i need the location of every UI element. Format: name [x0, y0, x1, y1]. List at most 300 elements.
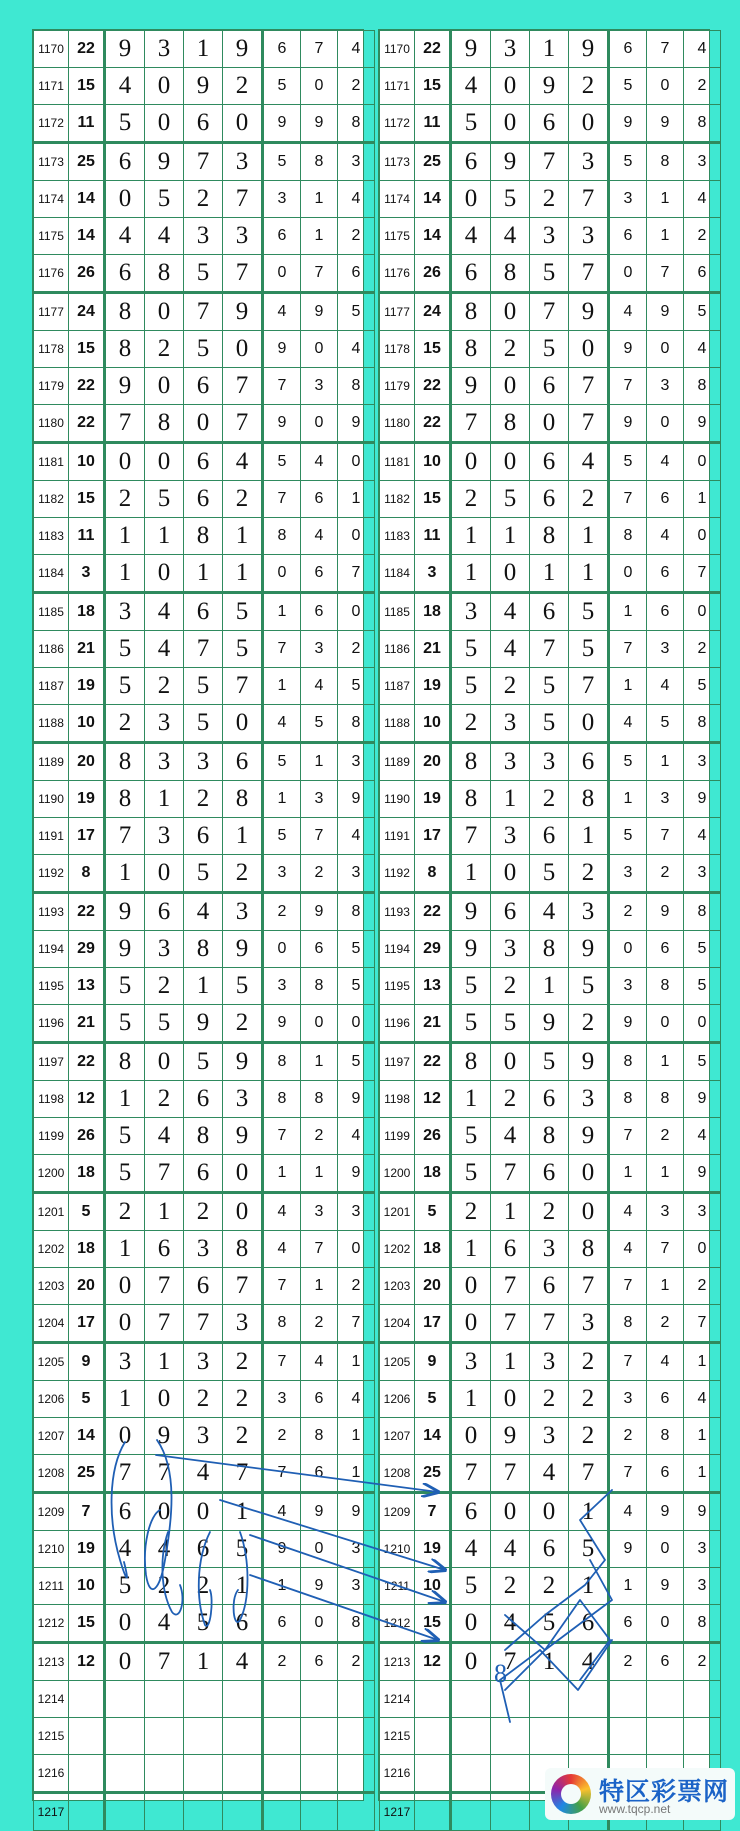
sum-cell: 14	[69, 218, 105, 255]
extra-digit-cell: 1	[684, 1455, 721, 1493]
sum-cell: 18	[415, 1155, 451, 1193]
extra-digit-cell: 4	[338, 331, 375, 368]
extra-digit-cell: 4	[684, 818, 721, 855]
main-digit-cell: 0	[223, 105, 263, 143]
sum-cell: 25	[415, 1455, 451, 1493]
period-cell: 1193	[34, 893, 69, 931]
extra-digit-cell	[338, 1681, 375, 1718]
extra-digit-cell: 8	[647, 143, 684, 181]
main-digit-cell: 5	[451, 105, 491, 143]
main-digit-cell: 6	[184, 368, 223, 405]
main-digit-cell: 8	[184, 1118, 223, 1155]
table-row	[380, 1043, 721, 1081]
extra-digit-cell: 4	[684, 331, 721, 368]
extra-digit-cell: 8	[338, 368, 375, 405]
sum-cell: 10	[69, 705, 105, 743]
sum-cell: 20	[69, 1268, 105, 1305]
sum-cell: 5	[69, 1381, 105, 1418]
sum-cell: 17	[415, 818, 451, 855]
main-digit-cell: 6	[569, 1605, 609, 1643]
main-digit-cell: 5	[569, 1531, 609, 1568]
table-row	[34, 181, 375, 218]
extra-digit-cell: 1	[301, 1268, 338, 1305]
extra-digit-cell: 4	[301, 1343, 338, 1381]
extra-digit-cell: 2	[609, 1643, 647, 1681]
extra-digit-cell: 6	[647, 1455, 684, 1493]
main-digit-cell: 3	[223, 1081, 263, 1118]
main-digit-cell	[569, 1681, 609, 1718]
extra-digit-cell	[609, 1718, 647, 1755]
table-row	[34, 255, 375, 293]
extra-digit-cell: 5	[263, 443, 301, 481]
period-cell: 1197	[34, 1043, 69, 1081]
main-digit-cell: 5	[105, 1005, 145, 1043]
extra-digit-cell: 6	[301, 1381, 338, 1418]
main-digit-cell: 2	[145, 331, 184, 368]
main-digit-cell: 3	[569, 1081, 609, 1118]
extra-digit-cell: 3	[338, 1568, 375, 1605]
sum-cell: 22	[415, 1043, 451, 1081]
period-cell: 1182	[34, 481, 69, 518]
extra-digit-cell: 6	[301, 1455, 338, 1493]
main-digit-cell: 0	[105, 1268, 145, 1305]
table-row	[34, 1793, 375, 1831]
extra-digit-cell: 5	[684, 931, 721, 968]
period-cell: 1193	[380, 893, 415, 931]
extra-digit-cell: 4	[647, 518, 684, 555]
main-digit-cell: 2	[184, 1381, 223, 1418]
extra-digit-cell: 8	[609, 1081, 647, 1118]
main-digit-cell: 6	[530, 443, 569, 481]
period-cell: 1205	[34, 1343, 69, 1381]
period-cell: 1206	[34, 1381, 69, 1418]
main-digit-cell: 5	[530, 255, 569, 293]
extra-digit-cell: 8	[338, 105, 375, 143]
extra-digit-cell: 1	[263, 1568, 301, 1605]
table-row	[34, 1455, 375, 1493]
main-digit-cell: 2	[530, 1568, 569, 1605]
extra-digit-cell: 7	[301, 818, 338, 855]
extra-digit-cell: 3	[684, 743, 721, 781]
main-digit-cell: 8	[491, 255, 530, 293]
extra-digit-cell: 3	[647, 368, 684, 405]
period-cell: 1200	[380, 1155, 415, 1193]
main-digit-cell: 4	[105, 218, 145, 255]
table-row	[34, 1643, 375, 1681]
main-digit-cell: 6	[530, 818, 569, 855]
extra-digit-cell: 4	[609, 1193, 647, 1231]
extra-digit-cell	[263, 1755, 301, 1793]
right-trend-table	[379, 30, 721, 1831]
main-digit-cell: 9	[223, 31, 263, 68]
extra-digit-cell: 3	[338, 743, 375, 781]
extra-digit-cell: 7	[647, 818, 684, 855]
extra-digit-cell: 5	[263, 68, 301, 105]
main-digit-cell: 0	[145, 443, 184, 481]
table-row	[34, 1381, 375, 1418]
extra-digit-cell: 3	[609, 1381, 647, 1418]
main-digit-cell: 7	[184, 631, 223, 668]
main-digit-cell: 7	[491, 1455, 530, 1493]
sum-cell: 17	[69, 818, 105, 855]
extra-digit-cell: 4	[263, 1493, 301, 1531]
extra-digit-cell: 9	[301, 1568, 338, 1605]
sum-cell: 10	[415, 705, 451, 743]
sum-cell: 22	[415, 31, 451, 68]
main-digit-cell: 5	[145, 181, 184, 218]
main-digit-cell: 0	[451, 1605, 491, 1643]
main-digit-cell	[184, 1793, 223, 1831]
table-row	[34, 1718, 375, 1755]
main-digit-cell: 7	[145, 1155, 184, 1193]
main-digit-cell: 7	[530, 1305, 569, 1343]
extra-digit-cell: 5	[338, 1043, 375, 1081]
main-digit-cell	[184, 1718, 223, 1755]
sum-cell: 19	[415, 781, 451, 818]
main-digit-cell: 8	[451, 293, 491, 331]
main-digit-cell: 4	[145, 218, 184, 255]
main-digit-cell: 5	[451, 1568, 491, 1605]
table-row	[380, 1081, 721, 1118]
extra-digit-cell: 8	[647, 1081, 684, 1118]
table-row	[34, 1605, 375, 1643]
extra-digit-cell: 7	[609, 1343, 647, 1381]
extra-digit-cell: 9	[609, 405, 647, 443]
period-cell: 1178	[34, 331, 69, 368]
extra-digit-cell: 0	[338, 443, 375, 481]
main-digit-cell: 5	[451, 1118, 491, 1155]
main-digit-cell: 4	[569, 1643, 609, 1681]
table-row	[380, 368, 721, 405]
main-digit-cell: 4	[451, 68, 491, 105]
period-cell: 1199	[34, 1118, 69, 1155]
main-digit-cell: 2	[569, 481, 609, 518]
main-digit-cell	[105, 1718, 145, 1755]
table-row	[34, 1081, 375, 1118]
table-row	[34, 705, 375, 743]
main-digit-cell: 7	[569, 1455, 609, 1493]
main-digit-cell	[105, 1681, 145, 1718]
main-digit-cell: 4	[184, 893, 223, 931]
table-row	[34, 1305, 375, 1343]
main-digit-cell: 7	[530, 143, 569, 181]
main-digit-cell: 0	[184, 1493, 223, 1531]
main-digit-cell: 8	[569, 781, 609, 818]
extra-digit-cell: 8	[338, 893, 375, 931]
table-row	[34, 1531, 375, 1568]
extra-digit-cell: 2	[338, 1268, 375, 1305]
extra-digit-cell: 7	[263, 368, 301, 405]
main-digit-cell	[105, 1755, 145, 1793]
extra-digit-cell: 4	[338, 818, 375, 855]
main-digit-cell: 9	[451, 368, 491, 405]
sum-cell: 21	[69, 1005, 105, 1043]
extra-digit-cell: 1	[263, 1155, 301, 1193]
period-cell: 1171	[380, 68, 415, 105]
period-cell: 1180	[34, 405, 69, 443]
extra-digit-cell: 1	[647, 181, 684, 218]
extra-digit-cell: 0	[684, 518, 721, 555]
table-row	[34, 1343, 375, 1381]
main-digit-cell: 5	[451, 631, 491, 668]
main-digit-cell: 3	[223, 893, 263, 931]
main-digit-cell: 3	[530, 218, 569, 255]
extra-digit-cell: 0	[301, 331, 338, 368]
extra-digit-cell: 6	[647, 931, 684, 968]
main-digit-cell: 3	[451, 1343, 491, 1381]
extra-digit-cell: 3	[263, 1381, 301, 1418]
table-row	[380, 705, 721, 743]
extra-digit-cell: 7	[263, 631, 301, 668]
extra-digit-cell: 1	[263, 593, 301, 631]
main-digit-cell: 6	[145, 1231, 184, 1268]
sum-cell: 15	[415, 1605, 451, 1643]
period-cell: 1178	[380, 331, 415, 368]
main-digit-cell: 5	[105, 1568, 145, 1605]
main-digit-cell	[530, 1718, 569, 1755]
extra-digit-cell: 4	[647, 443, 684, 481]
main-digit-cell: 4	[145, 631, 184, 668]
extra-digit-cell: 8	[338, 1605, 375, 1643]
main-digit-cell: 4	[491, 1118, 530, 1155]
main-digit-cell: 2	[530, 1381, 569, 1418]
main-digit-cell: 1	[491, 1343, 530, 1381]
main-digit-cell	[184, 1681, 223, 1718]
sum-cell: 22	[415, 893, 451, 931]
extra-digit-cell: 9	[609, 331, 647, 368]
main-digit-cell: 7	[145, 1305, 184, 1343]
main-digit-cell: 9	[491, 1418, 530, 1455]
sum-cell: 20	[415, 743, 451, 781]
main-digit-cell: 5	[105, 105, 145, 143]
extra-digit-cell: 1	[609, 781, 647, 818]
main-digit-cell	[451, 1681, 491, 1718]
main-digit-cell: 8	[105, 331, 145, 368]
sum-cell: 19	[415, 668, 451, 705]
extra-digit-cell: 7	[609, 1455, 647, 1493]
sum-cell: 22	[69, 368, 105, 405]
extra-digit-cell: 1	[301, 1155, 338, 1193]
table-row	[34, 481, 375, 518]
main-digit-cell: 0	[184, 405, 223, 443]
main-digit-cell: 3	[491, 931, 530, 968]
extra-digit-cell: 1	[338, 1418, 375, 1455]
main-digit-cell: 6	[184, 105, 223, 143]
table-row	[380, 1305, 721, 1343]
extra-digit-cell: 5	[338, 968, 375, 1005]
table-row	[34, 593, 375, 631]
main-digit-cell: 5	[530, 855, 569, 893]
extra-digit-cell: 4	[338, 181, 375, 218]
main-digit-cell: 0	[145, 293, 184, 331]
extra-digit-cell: 0	[301, 1531, 338, 1568]
main-digit-cell: 0	[530, 405, 569, 443]
main-digit-cell: 1	[223, 1568, 263, 1605]
extra-digit-cell: 4	[263, 293, 301, 331]
main-digit-cell: 5	[223, 631, 263, 668]
main-digit-cell: 7	[569, 181, 609, 218]
table-row	[34, 405, 375, 443]
extra-digit-cell: 9	[647, 1493, 684, 1531]
extra-digit-cell: 4	[301, 668, 338, 705]
main-digit-cell: 5	[491, 481, 530, 518]
main-digit-cell: 2	[105, 1193, 145, 1231]
extra-digit-cell: 0	[647, 1005, 684, 1043]
main-digit-cell: 8	[451, 781, 491, 818]
table-row	[380, 143, 721, 181]
sum-cell: 11	[69, 518, 105, 555]
sum-cell: 8	[69, 855, 105, 893]
period-cell: 1216	[34, 1755, 69, 1793]
extra-digit-cell: 0	[647, 1605, 684, 1643]
main-digit-cell: 2	[491, 668, 530, 705]
main-digit-cell: 0	[491, 105, 530, 143]
period-cell: 1171	[34, 68, 69, 105]
extra-digit-cell: 7	[647, 31, 684, 68]
main-digit-cell	[223, 1718, 263, 1755]
period-cell: 1180	[380, 405, 415, 443]
extra-digit-cell: 1	[301, 218, 338, 255]
main-digit-cell: 1	[145, 1343, 184, 1381]
extra-digit-cell: 2	[647, 855, 684, 893]
table-row	[380, 931, 721, 968]
main-digit-cell: 3	[184, 218, 223, 255]
table-row	[380, 893, 721, 931]
main-digit-cell: 3	[184, 743, 223, 781]
main-digit-cell: 5	[530, 1605, 569, 1643]
main-digit-cell: 0	[145, 368, 184, 405]
main-digit-cell: 9	[105, 893, 145, 931]
main-digit-cell: 6	[145, 893, 184, 931]
sum-cell: 9	[415, 1343, 451, 1381]
extra-digit-cell: 4	[301, 518, 338, 555]
logo-url: www.tqcp.net	[599, 1802, 671, 1816]
main-digit-cell: 2	[569, 1343, 609, 1381]
main-digit-cell: 1	[105, 1381, 145, 1418]
main-digit-cell: 5	[223, 968, 263, 1005]
extra-digit-cell: 9	[263, 1005, 301, 1043]
main-digit-cell: 6	[530, 593, 569, 631]
extra-digit-cell: 0	[684, 1005, 721, 1043]
sum-cell: 15	[415, 68, 451, 105]
period-cell: 1198	[380, 1081, 415, 1118]
extra-digit-cell: 8	[609, 518, 647, 555]
table-row	[34, 1568, 375, 1605]
extra-digit-cell: 4	[338, 31, 375, 68]
main-digit-cell: 2	[145, 668, 184, 705]
sum-cell: 17	[69, 1305, 105, 1343]
sum-cell: 18	[415, 1231, 451, 1268]
main-digit-cell: 3	[145, 743, 184, 781]
extra-digit-cell: 3	[684, 143, 721, 181]
table-row	[34, 68, 375, 105]
extra-digit-cell	[301, 1681, 338, 1718]
table-row	[34, 1193, 375, 1231]
main-digit-cell: 5	[569, 631, 609, 668]
main-digit-cell: 7	[491, 1268, 530, 1305]
extra-digit-cell: 0	[301, 1005, 338, 1043]
extra-digit-cell	[684, 1681, 721, 1718]
period-cell: 1217	[34, 1793, 69, 1831]
extra-digit-cell: 8	[684, 1605, 721, 1643]
extra-digit-cell: 9	[609, 1531, 647, 1568]
sum-cell: 19	[69, 1531, 105, 1568]
main-digit-cell: 7	[223, 368, 263, 405]
extra-digit-cell: 8	[647, 968, 684, 1005]
main-digit-cell: 6	[530, 1081, 569, 1118]
table-row	[380, 1643, 721, 1681]
extra-digit-cell: 0	[647, 405, 684, 443]
main-digit-cell: 7	[530, 293, 569, 331]
main-digit-cell: 1	[105, 855, 145, 893]
extra-digit-cell: 1	[609, 593, 647, 631]
sum-cell: 14	[415, 218, 451, 255]
main-digit-cell: 5	[530, 668, 569, 705]
main-digit-cell: 3	[491, 818, 530, 855]
extra-digit-cell: 2	[301, 1305, 338, 1343]
main-digit-cell: 8	[451, 331, 491, 368]
main-digit-cell: 0	[451, 181, 491, 218]
main-digit-cell: 9	[491, 143, 530, 181]
main-digit-cell: 6	[184, 1081, 223, 1118]
main-digit-cell: 8	[184, 518, 223, 555]
main-digit-cell: 7	[569, 255, 609, 293]
main-digit-cell	[145, 1681, 184, 1718]
sum-cell: 26	[69, 255, 105, 293]
main-digit-cell: 5	[491, 181, 530, 218]
main-digit-cell: 8	[105, 293, 145, 331]
main-digit-cell: 0	[145, 855, 184, 893]
extra-digit-cell: 0	[647, 1531, 684, 1568]
extra-digit-cell	[338, 1755, 375, 1793]
period-cell: 1207	[34, 1418, 69, 1455]
swirl-logo-icon	[551, 1774, 591, 1814]
extra-digit-cell: 0	[684, 593, 721, 631]
main-digit-cell: 7	[223, 181, 263, 218]
extra-digit-cell: 6	[301, 481, 338, 518]
extra-digit-cell: 1	[684, 1418, 721, 1455]
sum-cell: 15	[69, 68, 105, 105]
sum-cell: 15	[69, 331, 105, 368]
main-digit-cell: 7	[569, 405, 609, 443]
extra-digit-cell: 5	[338, 931, 375, 968]
main-digit-cell: 5	[105, 668, 145, 705]
main-digit-cell: 7	[491, 1305, 530, 1343]
extra-digit-cell: 7	[263, 1268, 301, 1305]
extra-digit-cell: 1	[684, 481, 721, 518]
main-digit-cell: 3	[451, 593, 491, 631]
extra-digit-cell: 9	[263, 405, 301, 443]
main-digit-cell: 7	[223, 1268, 263, 1305]
main-digit-cell: 3	[105, 1343, 145, 1381]
extra-digit-cell: 9	[263, 1531, 301, 1568]
main-digit-cell: 9	[569, 293, 609, 331]
extra-digit-cell: 1	[609, 668, 647, 705]
main-digit-cell	[223, 1793, 263, 1831]
table-row	[34, 1418, 375, 1455]
table-row	[34, 1155, 375, 1193]
main-digit-cell: 6	[530, 481, 569, 518]
sum-cell: 19	[69, 781, 105, 818]
sum-cell: 12	[415, 1081, 451, 1118]
main-digit-cell: 2	[569, 1381, 609, 1418]
main-digit-cell: 7	[451, 818, 491, 855]
main-digit-cell: 5	[105, 1155, 145, 1193]
main-digit-cell: 0	[491, 443, 530, 481]
table-row	[34, 781, 375, 818]
period-cell: 1202	[380, 1231, 415, 1268]
extra-digit-cell: 8	[609, 1043, 647, 1081]
